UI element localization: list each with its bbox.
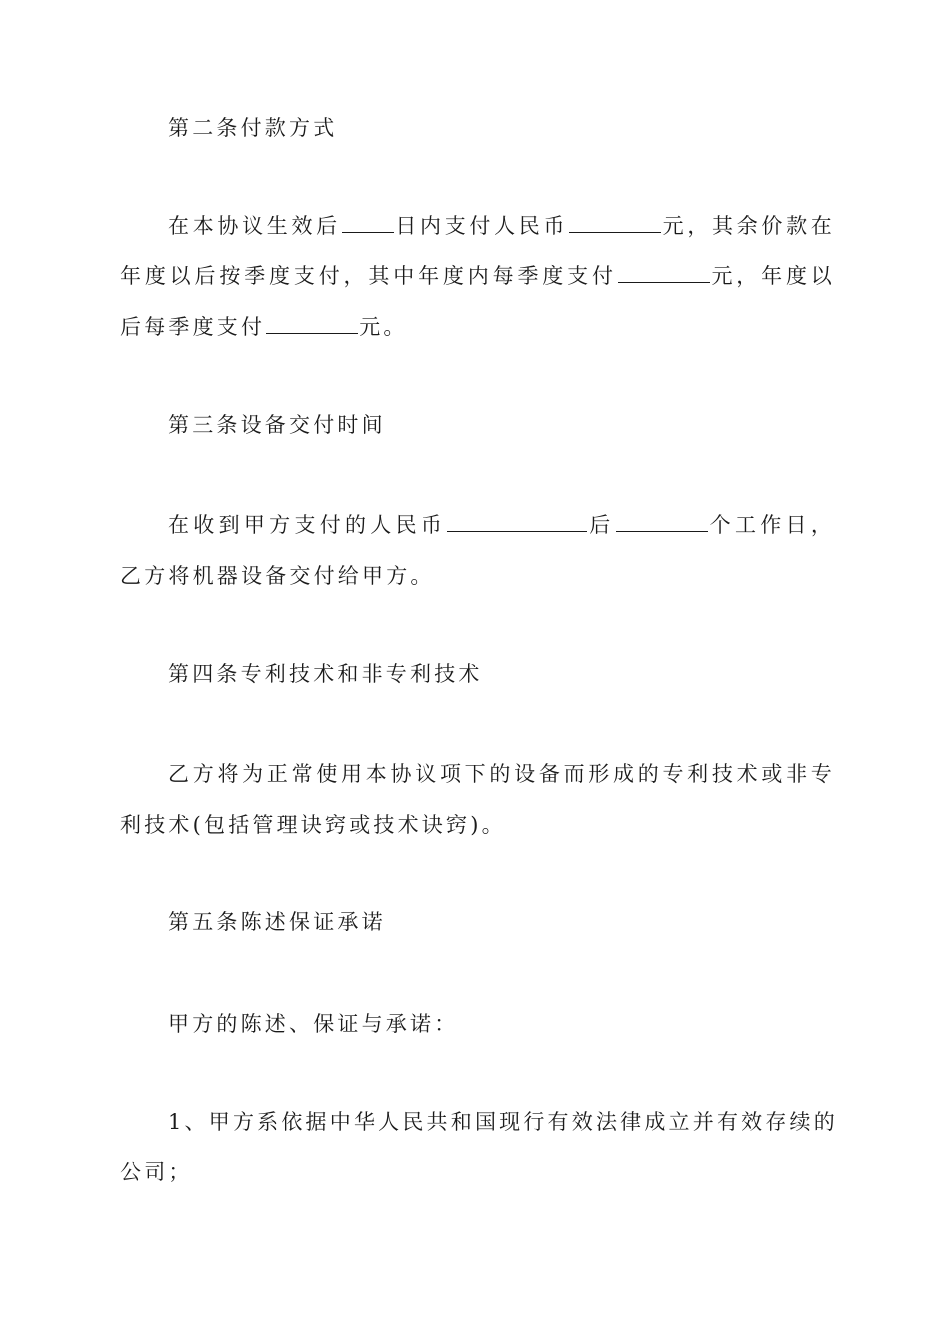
article3-paragraph-line2: 乙方将机器设备交付给甲方。 bbox=[120, 564, 435, 588]
article3-text-b: 后 bbox=[588, 513, 615, 537]
article2-heading: 第二条付款方式 bbox=[168, 116, 338, 140]
later-quarterly-amount-blank[interactable] bbox=[266, 313, 358, 334]
article3-text-a: 在收到甲方支付的人民币 bbox=[168, 513, 447, 537]
article3-paragraph-line1 bbox=[168, 511, 835, 539]
article2-paragraph-line2 bbox=[120, 262, 835, 290]
article5-intro: 甲方的陈述、保证与承诺： bbox=[168, 1012, 459, 1036]
article5-heading: 第五条陈述保证承诺 bbox=[168, 910, 386, 934]
article3-text-c: 个工作日， bbox=[708, 513, 836, 537]
article4-heading: 第四条专利技术和非专利技术 bbox=[168, 662, 483, 686]
article2-text-e: 元，年度以 bbox=[710, 264, 836, 288]
article2-text-d: 年度以后按季度支付，其中年度内每季度支付 bbox=[120, 264, 617, 288]
article2-text-f: 后每季度支付 bbox=[120, 315, 266, 339]
article3-heading: 第三条设备交付时间 bbox=[168, 413, 386, 437]
article2-text-c: 元，其余价款在 bbox=[662, 214, 836, 238]
article2-paragraph-line1 bbox=[168, 212, 835, 240]
article5-item1-line2: 公司； bbox=[120, 1160, 193, 1184]
payment-amount-blank[interactable] bbox=[447, 511, 587, 532]
article4-paragraph-line2: 利技术(包括管理诀窍或技术诀窍)。 bbox=[120, 813, 506, 837]
amount-blank[interactable] bbox=[569, 212, 661, 233]
article2-text-b: 日内支付人民币 bbox=[394, 214, 569, 238]
article4-paragraph-line1: 乙方将为正常使用本协议项下的设备而形成的专利技术或非专 bbox=[168, 762, 835, 786]
article2-text-g: 元。 bbox=[359, 315, 408, 339]
quarterly-amount-blank[interactable] bbox=[618, 262, 710, 283]
workdays-blank[interactable] bbox=[616, 511, 708, 532]
article2-paragraph-line3 bbox=[120, 313, 835, 341]
article5-item1-line1: 1、甲方系依据中华人民共和国现行有效法律成立并有效存续的 bbox=[168, 1110, 838, 1134]
article2-text-a: 在本协议生效后 bbox=[168, 214, 341, 238]
days-blank[interactable] bbox=[342, 212, 394, 233]
